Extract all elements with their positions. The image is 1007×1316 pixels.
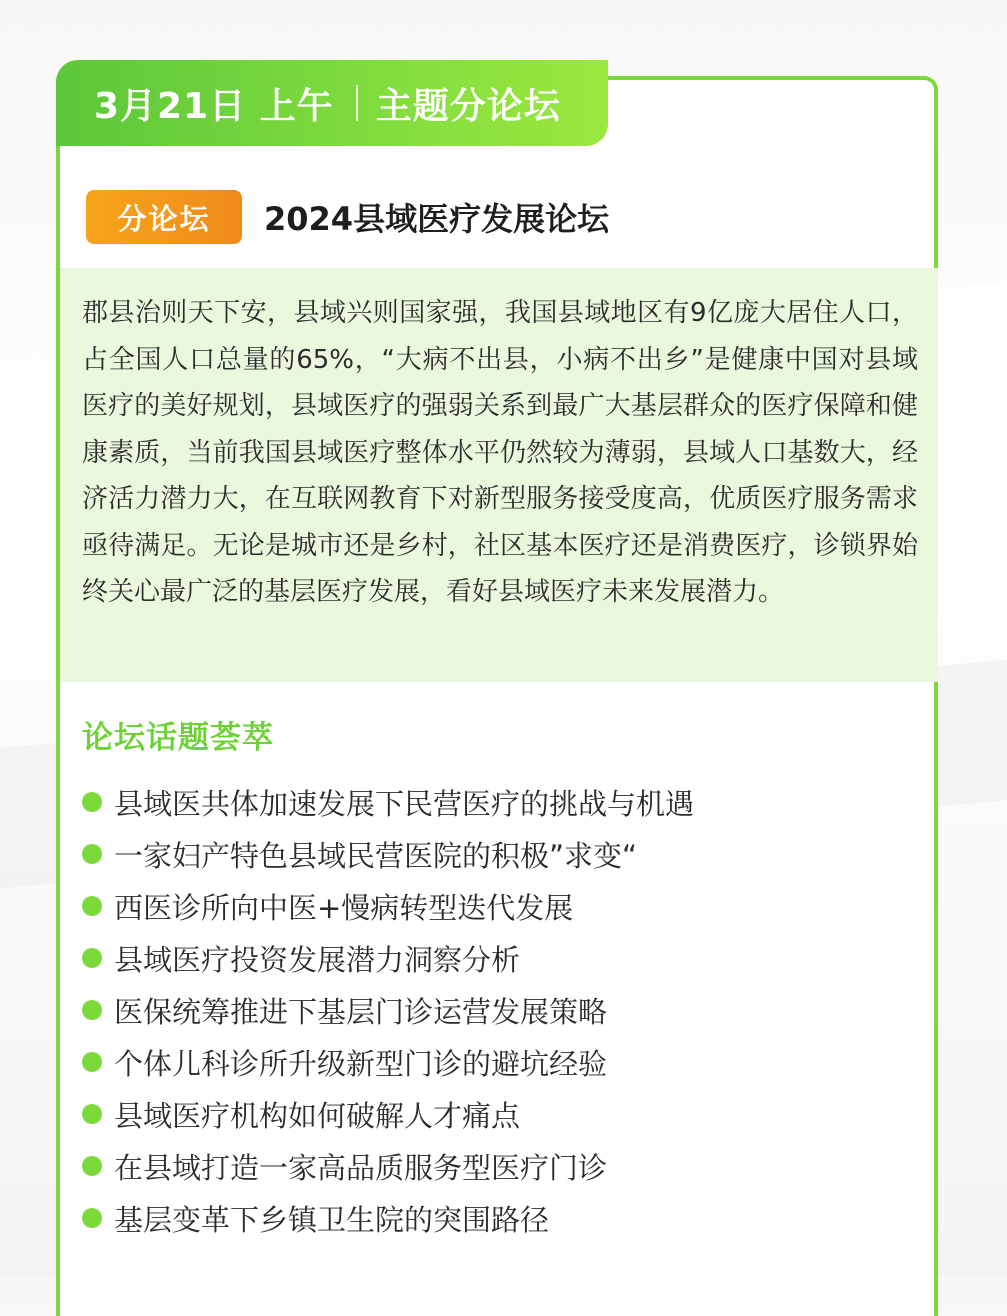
session-category: 主题分论坛 (375, 85, 561, 127)
topic-item (82, 1140, 694, 1192)
topic-item (82, 776, 694, 828)
intro-text: 郡县治则天下安，县域兴则国家强，我国县域地区有9亿庞大居住人口，占全国人口总量的65%，“大病不出县，小病不出乡”是健康中国对县域医疗的美好规划，县域医疗的强弱关系到最广大基层群众的医疗保障和健康素质，当前我国县域医疗整体水平仍然较为薄弱，县域人口基数大，经济活力潜力大，在互联网教育下对新型服务接受度高，优质医疗服务需求亟待满足。无论是城市还是乡村，社区基本医疗还是消费医疗，诊锁界始终关心最广泛的基层医疗发展，看好县域医疗未来发展潜力。 (82, 298, 918, 607)
bullet-dot-icon (82, 1156, 102, 1176)
bullet-dot-icon (82, 1104, 102, 1124)
topic-item (82, 1192, 694, 1244)
topic-text: 县域医疗机构如何破解人才痛点 (114, 1098, 521, 1133)
intro-box (60, 268, 938, 682)
bullet-dot-icon (82, 1052, 102, 1072)
topic-item (82, 1088, 694, 1140)
topic-item (82, 984, 694, 1036)
bullet-dot-icon (82, 1208, 102, 1228)
bullet-dot-icon (82, 792, 102, 812)
forum-badge: 分论坛 (86, 190, 242, 244)
bullet-dot-icon (82, 896, 102, 916)
topic-item (82, 932, 694, 984)
topic-list (82, 776, 694, 1244)
forum-title-row (86, 190, 609, 244)
topic-text: 医保统筹推进下基层门诊运营发展策略 (114, 994, 608, 1029)
topic-text: 个体儿科诊所升级新型门诊的避坑经验 (114, 1046, 608, 1081)
bullet-dot-icon (82, 844, 102, 864)
topic-item (82, 880, 694, 932)
section-heading: 论坛话题荟萃 (82, 720, 274, 756)
topic-text: 一家妇产特色县域民营医院的积极”求变“ (114, 838, 638, 873)
topic-item (82, 828, 694, 880)
bullet-dot-icon (82, 1000, 102, 1020)
topic-text: 在县域打造一家高品质服务型医疗门诊 (114, 1150, 608, 1185)
topic-item (82, 1036, 694, 1088)
topic-text: 县域医疗投资发展潜力洞察分析 (114, 942, 521, 977)
topic-text: 西医诊所向中医+慢病转型迭代发展 (114, 890, 574, 925)
forum-title: 2024县域医疗发展论坛 (264, 200, 610, 238)
session-date: 3月21日 上午 (94, 85, 334, 127)
session-header (56, 60, 608, 146)
header-divider (356, 85, 358, 121)
topic-text: 基层变革下乡镇卫生院的突围路径 (114, 1202, 550, 1237)
topic-text: 县域医共体加速发展下民营医疗的挑战与机遇 (114, 786, 695, 821)
bullet-dot-icon (82, 948, 102, 968)
